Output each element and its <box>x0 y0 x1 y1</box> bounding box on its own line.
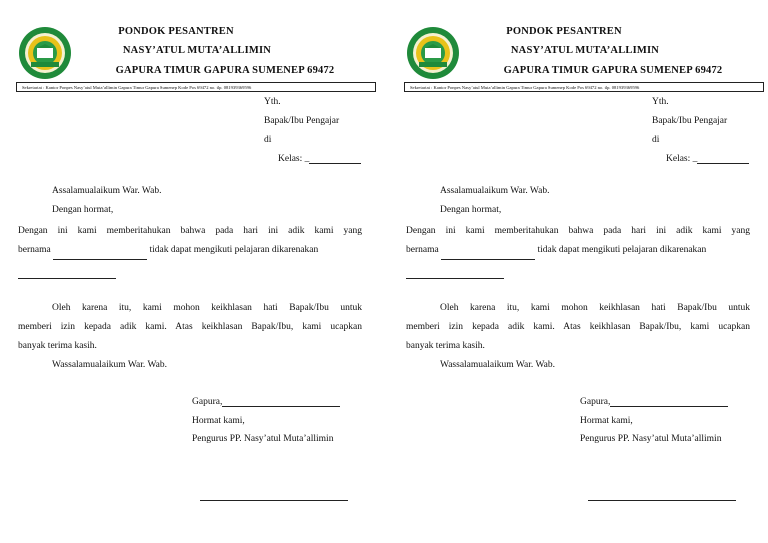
date-blank[interactable] <box>610 406 728 407</box>
reason-blank[interactable] <box>406 264 504 279</box>
closing: Wassalamualaikum War. Wab. <box>440 360 556 370</box>
header-line-2: NASY’ATUL MUTA’ALLIMIN <box>122 45 272 56</box>
header-line-3: GAPURA TIMUR GAPURA SUMENEP 69472 <box>115 65 335 76</box>
secretariat-bar: Sekretariat : Kantor Ponpes Nasy’atul Muta’allimin Gapura Timur Gapura Sumenep Kode Pos 69472 no. tlp. 081939369596 <box>404 82 764 92</box>
p2-line-2: memberi izin kepada adik kami. Atas keikhlasan Bapak/Ibu, kami ucapkan <box>406 322 750 332</box>
dengan-hormat: Dengan hormat, <box>52 205 114 215</box>
kelas-label: Kelas: _ <box>278 154 310 164</box>
header-line-3: GAPURA TIMUR GAPURA SUMENEP 69472 <box>503 65 723 76</box>
kelas-label: Kelas: _ <box>666 154 698 164</box>
p1-line-2 <box>18 241 362 260</box>
date-blank[interactable] <box>222 406 340 407</box>
kelas-blank[interactable] <box>697 163 749 164</box>
p1-bernama: bernama <box>406 245 439 255</box>
p2-line-2: memberi izin kepada adik kami. Atas keikhlasan Bapak/Ibu, kami ucapkan <box>18 322 362 332</box>
p1-line-1: Dengan ini kami memberitahukan bahwa pada hari ini adik kami yang <box>18 226 362 236</box>
letter-right <box>404 0 766 543</box>
signature-place <box>580 397 728 407</box>
signature-line[interactable] <box>588 500 736 501</box>
paragraph-1 <box>18 222 362 277</box>
address-kelas <box>278 154 361 164</box>
dengan-hormat: Dengan hormat, <box>440 205 502 215</box>
pengurus: Pengurus PP. Nasy’atul Muta’allimin <box>580 434 722 444</box>
place-label: Gapura, <box>192 397 223 407</box>
reason-line <box>406 260 750 277</box>
p2-line-1: Oleh karena itu, kami mohon keikhlasan hati Bapak/Ibu untuk <box>52 303 362 313</box>
p1-line-1: Dengan ini kami memberitahukan bahwa pada hari ini adik kami yang <box>406 226 750 236</box>
p2-line-3: banyak terima kasih. <box>406 341 485 351</box>
p2-line-3: banyak terima kasih. <box>18 341 97 351</box>
kelas-blank[interactable] <box>309 163 361 164</box>
hormat-kami: Hormat kami, <box>192 416 245 426</box>
closing: Wassalamualaikum War. Wab. <box>52 360 168 370</box>
header-line-2: NASY’ATUL MUTA’ALLIMIN <box>510 45 660 56</box>
greeting: Assalamualaikum War. Wab. <box>52 186 162 196</box>
p1-bernama: bernama <box>18 245 51 255</box>
paragraph-2 <box>18 299 362 375</box>
address-yth: Yth. <box>264 97 281 107</box>
p1-line-2 <box>406 241 750 260</box>
paragraph-2 <box>406 299 750 375</box>
address-recipient: Bapak/Ibu Pengajar <box>652 116 728 126</box>
p2-line-1: Oleh karena itu, kami mohon keikhlasan hati Bapak/Ibu untuk <box>440 303 750 313</box>
address-di: di <box>652 135 660 145</box>
header-line-1: PONDOK PESANTREN <box>118 26 234 37</box>
letter-left <box>16 0 378 543</box>
reason-blank[interactable] <box>18 264 116 279</box>
secretariat-bar: Sekretariat : Kantor Ponpes Nasy’atul Muta’allimin Gapura Timur Gapura Sumenep Kode Pos 69472 no. tlp. 081939369596 <box>16 82 376 92</box>
address-recipient: Bapak/Ibu Pengajar <box>264 116 340 126</box>
signature-line[interactable] <box>200 500 348 501</box>
address-di: di <box>264 135 272 145</box>
greeting: Assalamualaikum War. Wab. <box>440 186 550 196</box>
header-line-1: PONDOK PESANTREN <box>506 26 622 37</box>
p1-rest: tidak dapat mengikuti pelajaran dikarenakan <box>537 245 707 255</box>
address-yth: Yth. <box>652 97 669 107</box>
paragraph-1 <box>406 222 750 277</box>
signature-place <box>192 397 340 407</box>
place-label: Gapura, <box>580 397 611 407</box>
hormat-kami: Hormat kami, <box>580 416 633 426</box>
reason-line <box>18 260 362 277</box>
pengurus: Pengurus PP. Nasy’atul Muta’allimin <box>192 434 334 444</box>
p1-rest: tidak dapat mengikuti pelajaran dikarenakan <box>149 245 319 255</box>
address-kelas <box>666 154 749 164</box>
